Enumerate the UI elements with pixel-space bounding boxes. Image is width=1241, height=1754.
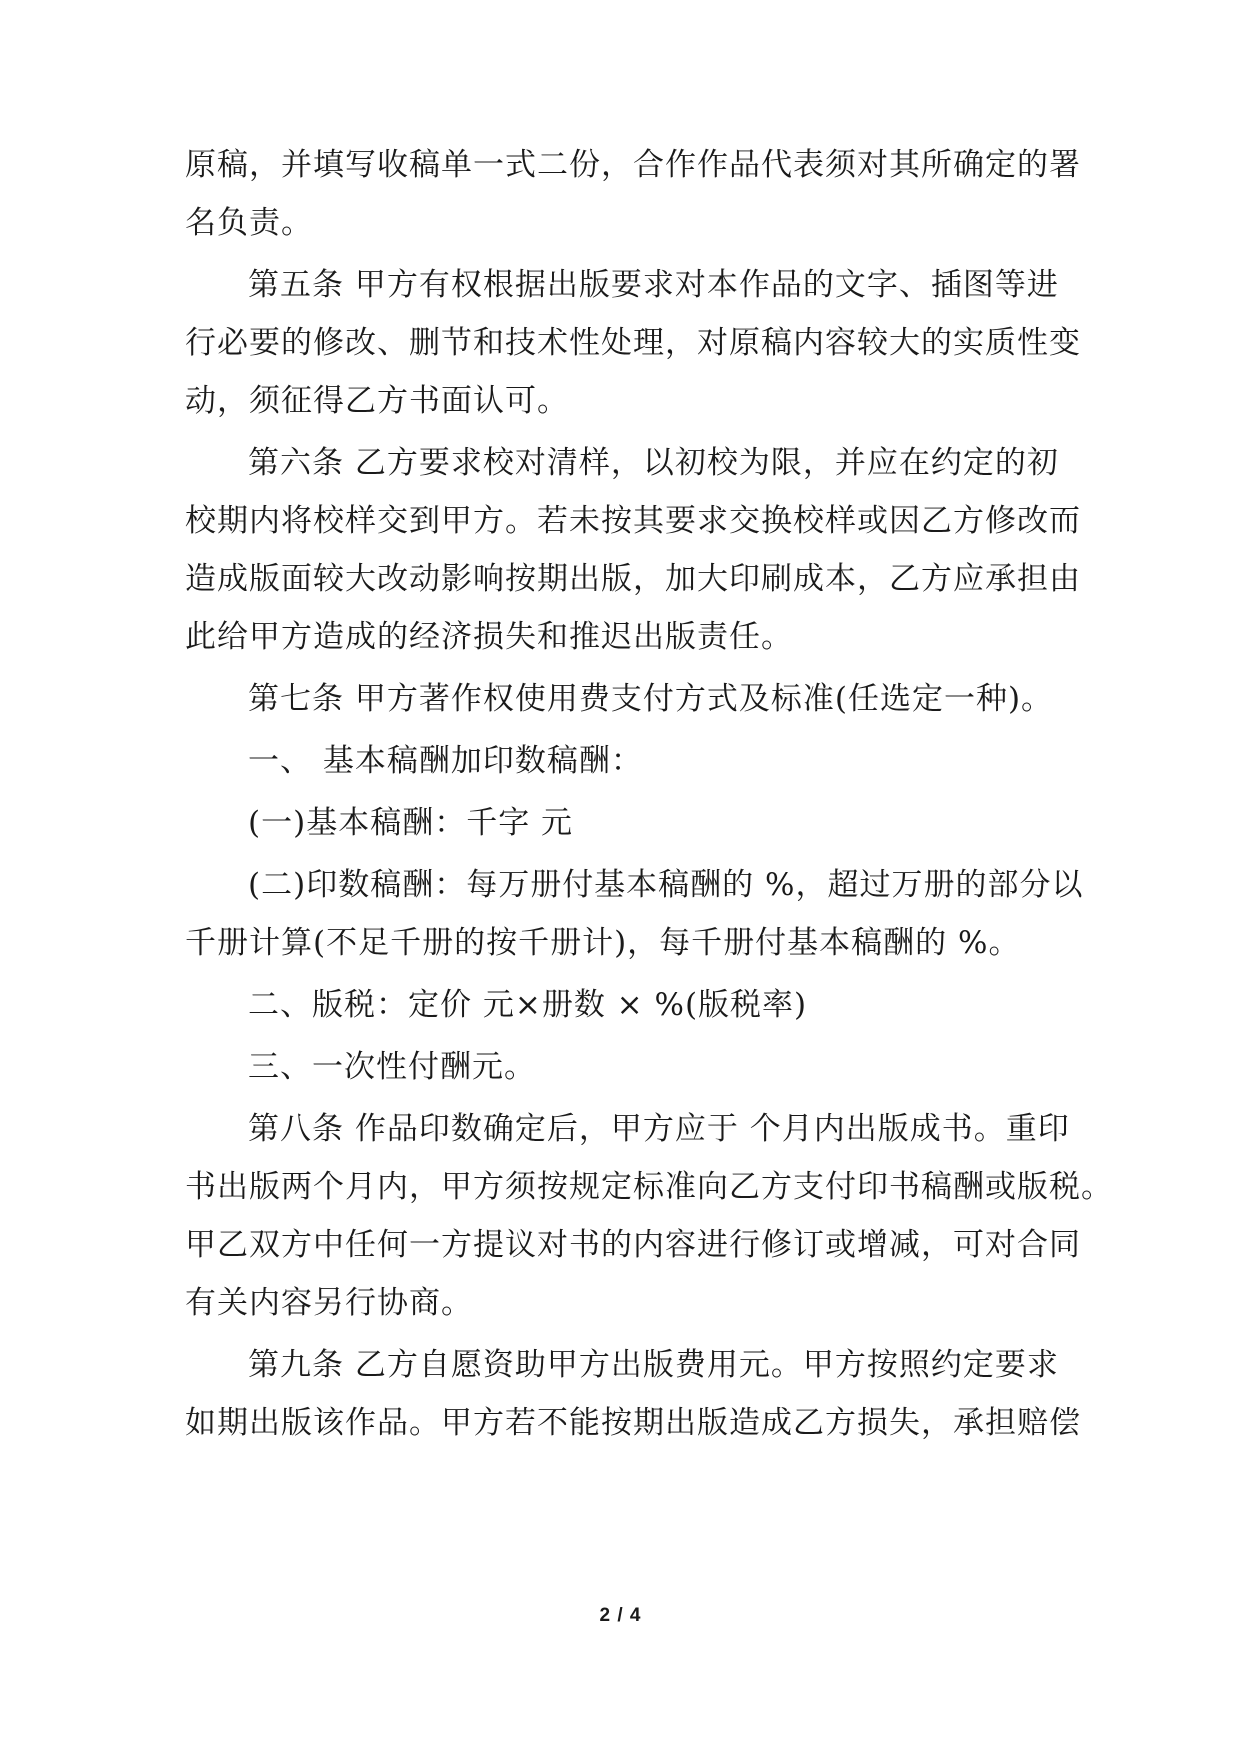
text-line: 如期出版该作品。甲方若不能按期出版造成乙方损失，承担赔偿 [185,1405,1081,1441]
article-9-heading-line: 第九条 乙方自愿资助甲方出版费用元。甲方按照约定要求 [248,1347,1059,1383]
text-line: 造成版面较大改动影响按期出版，加大印刷成本，乙方应承担由 [185,561,1081,597]
text-line: 动，须征得乙方书面认可。 [185,383,569,419]
text-line: (一)基本稿酬：千字 元 [248,805,574,841]
text-line: 甲乙双方中任何一方提议对书的内容进行修订或增减，可对合同 [185,1227,1081,1263]
text-line: 此给甲方造成的经济损失和推迟出版责任。 [185,619,793,655]
text-line: 原稿，并填写收稿单一式二份，合作作品代表须对其所确定的署 [185,147,1081,183]
text-line: (二)印数稿酬：每万册付基本稿酬的 %，超过万册的部分以 [248,867,1084,903]
text-line: 有关内容另行协商。 [185,1285,473,1321]
text-line: 名负责。 [185,205,313,241]
text-line: 千册计算(不足千册的按千册计)，每千册付基本稿酬的 %。 [185,925,1021,961]
text-line: 书出版两个月内，甲方须按规定标准向乙方支付印书稿酬或版税。 [185,1169,1113,1205]
article-6-heading-line: 第六条 乙方要求校对清样，以初校为限，并应在约定的初 [248,445,1059,481]
text-line: 三、一次性付酬元。 [248,1049,536,1085]
text-line: 一、 基本稿酬加印数稿酬： [248,743,643,779]
article-8-heading-line: 第八条 作品印数确定后，甲方应于 个月内出版成书。重印 [248,1111,1070,1147]
text-line: 校期内将校样交到甲方。若未按其要求交换校样或因乙方修改而 [185,503,1081,539]
page-number: 2 / 4 [599,1605,642,1626]
article-7-heading-line: 第七条 甲方著作权使用费支付方式及标准(任选定一种)。 [248,681,1054,717]
text-line: 行必要的修改、删节和技术性处理，对原稿内容较大的实质性变 [185,325,1081,361]
article-5-heading-line: 第五条 甲方有权根据出版要求对本作品的文字、插图等进 [248,267,1059,303]
text-line: 二、版税：定价 元×册数 × %(版税率) [248,987,808,1023]
